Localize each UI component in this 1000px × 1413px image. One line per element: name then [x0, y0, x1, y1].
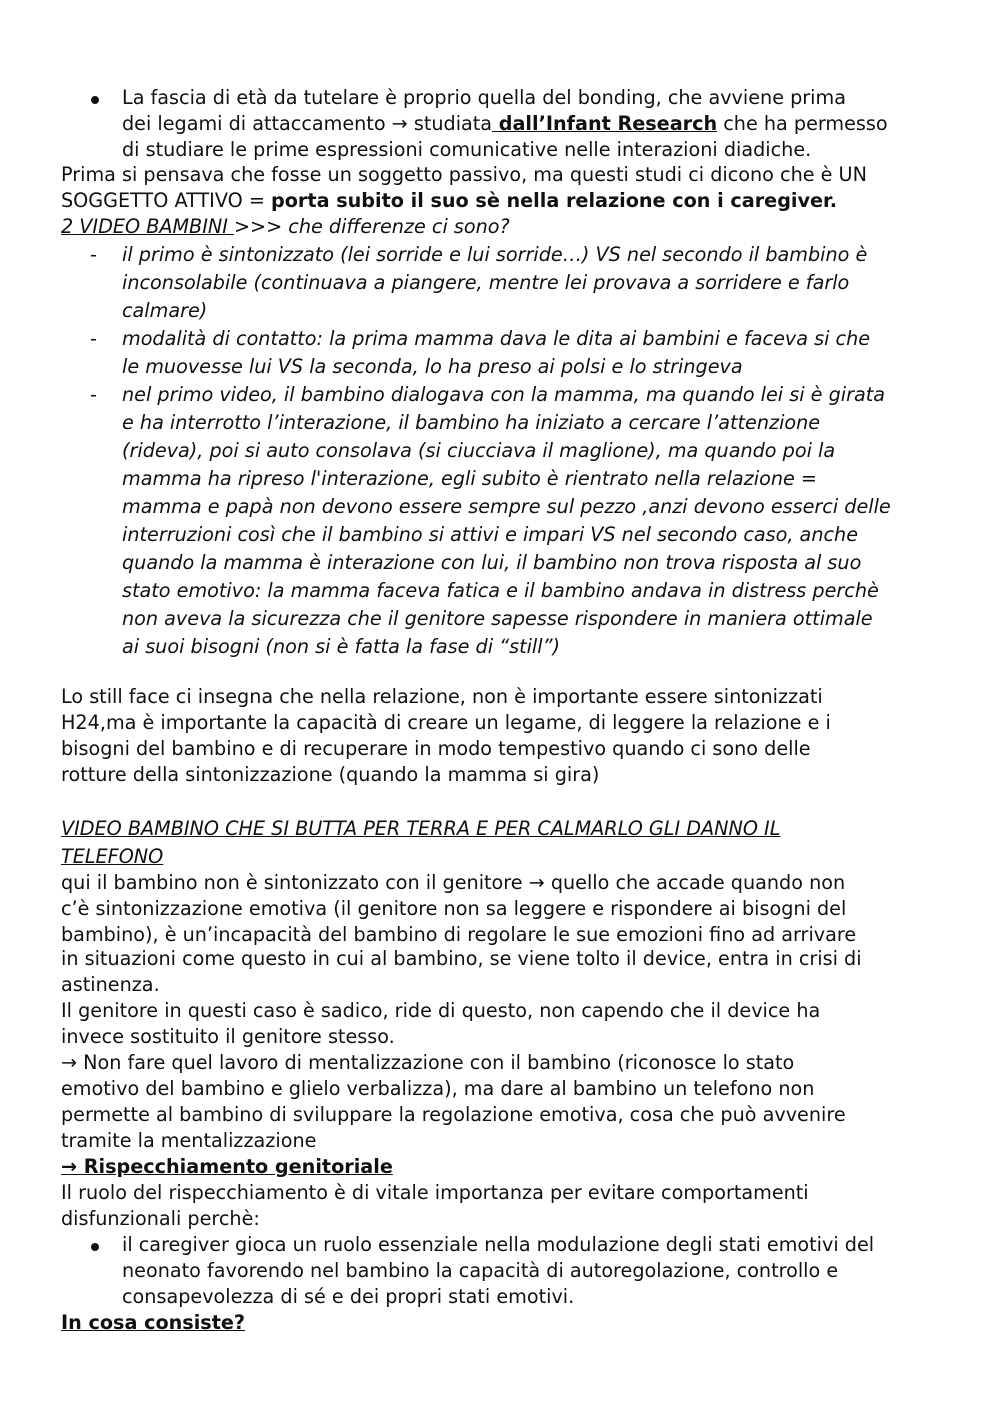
list-line: quando la mamma è interazione con lui, il bambino non trova risposta al suo	[122, 551, 862, 574]
mirroring-heading: → Rispecchiamento genitoriale	[61, 1155, 393, 1178]
text-line: Il ruolo del rispecchiamento è di vitale importanza per evitare comportamenti	[61, 1181, 809, 1204]
list-line: mamma ha ripreso l'interazione, egli subito è rientrato nella relazione =	[122, 467, 817, 490]
text-span: dei legami di attaccamento → studiata	[122, 112, 493, 135]
text-line: Lo still face ci insegna che nella relazione, non è importante essere sintonizzati	[61, 685, 823, 708]
text-line: Il genitore in questi caso è sadico, ride di questo, non capendo che il device ha	[61, 999, 821, 1022]
list-line: il primo è sintonizzato (lei sorride e lui sorride…) VS nel secondo il bambino è	[122, 243, 868, 266]
text-line: consapevolezza di sé e dei propri stati emotivi.	[122, 1285, 575, 1308]
text-line	[122, 111, 888, 137]
text-line: il caregiver gioca un ruolo essenziale nella modulazione degli stati emotivi del	[122, 1233, 875, 1256]
bullet-point	[88, 1236, 102, 1250]
list-line: modalità di contatto: la prima mamma dava le dita ai bambini e faceva si che	[122, 327, 871, 350]
dash-marker: -	[90, 243, 97, 266]
list-line: interruzioni così che il bambino si attivi e impari VS nel secondo caso, anche	[122, 523, 858, 546]
list-line: ai suoi bisogni (non si è fatta la fase di “still”)	[122, 635, 561, 658]
heading-rest: >>> che differenze ci sono?	[233, 215, 510, 238]
text-line: c’è sintonizzazione emotiva (il genitore non sa leggere e rispondere ai bisogni del	[61, 897, 847, 920]
text-line: qui il bambino non è sintonizzato con il genitore → quello che accade quando non	[61, 871, 846, 894]
section-heading: TELEFONO	[61, 845, 164, 868]
text-line	[61, 188, 837, 214]
text-span: SOGGETTO ATTIVO =	[61, 189, 272, 212]
text-line: di studiare le prime espressioni comunicative nelle interazioni diadiche.	[122, 138, 812, 161]
text-line: disfunzionali perchè:	[61, 1207, 260, 1230]
text-line: bisogni del bambino e di recuperare in modo tempestivo quando ci sono delle	[61, 737, 811, 760]
heading-underlined: 2 VIDEO BAMBINI	[61, 215, 234, 238]
text-line: invece sostituito il genitore stesso.	[61, 1025, 395, 1048]
question-heading: In cosa consiste?	[61, 1311, 246, 1334]
infant-research-link: dall’Infant Research	[492, 112, 718, 135]
text-line: rotture della sintonizzazione (quando la mamma si gira)	[61, 763, 600, 786]
text-line: → Non fare quel lavoro di mentalizzazione con il bambino (riconosce lo stato	[61, 1051, 795, 1074]
list-line: nel primo video, il bambino dialogava con la mamma, ma quando lei si è girata	[122, 383, 886, 406]
list-line: non aveva la sicurezza che il genitore sapesse rispondere in maniera ottimale	[122, 607, 873, 630]
list-line: (rideva), poi si auto consolava (si ciucciava il maglione), ma quando poi la	[122, 439, 836, 462]
text-line: La fascia di età da tutelare è proprio quella del bonding, che avviene prima	[122, 86, 846, 109]
list-line: inconsolabile (continuava a piangere, mentre lei provava a sorridere e farlo	[122, 271, 850, 294]
dash-marker: -	[90, 383, 97, 406]
text-line: permette al bambino di sviluppare la regolazione emotiva, cosa che può avvenire	[61, 1103, 846, 1126]
bullet-point	[88, 89, 102, 103]
text-line: neonato favorendo nel bambino la capacità di autoregolazione, controllo e	[122, 1259, 839, 1282]
list-line: e ha interrotto l’interazione, il bambino ha iniziato a cercare l’attenzione	[122, 411, 821, 434]
list-line: stato emotivo: la mamma faceva fatica e il bambino andava in distress perchè	[122, 579, 879, 602]
section-heading: VIDEO BAMBINO CHE SI BUTTA PER TERRA E PER CALMARLO GLI DANNO IL	[61, 817, 781, 840]
list-line: calmare)	[122, 299, 208, 322]
text-line: astinenza.	[61, 973, 160, 996]
text-line: emotivo del bambino e glielo verbalizza), ma dare al bambino un telefono non	[61, 1077, 815, 1100]
text-line: Prima si pensava che fosse un soggetto passivo, ma questi studi ci dicono che è UN	[61, 163, 867, 186]
text-line: H24,ma è importante la capacità di creare un legame, di leggere la relazione e i	[61, 711, 831, 734]
list-line: le muovesse lui VS la seconda, lo ha preso ai polsi e lo stringeva	[122, 355, 743, 378]
dash-marker: -	[90, 327, 97, 350]
text-line: bambino), è un’incapacità del bambino di regolare le sue emozioni fino ad arrivare	[61, 923, 857, 946]
list-line: mamma e papà non devono essere sempre sul pezzo ,anzi devono esserci delle	[122, 495, 891, 518]
bold-text: porta subito il suo sè nella relazione con i caregiver.	[271, 189, 838, 212]
text-line: tramite la mentalizzazione	[61, 1129, 317, 1152]
section-heading	[61, 214, 510, 240]
text-line: in situazioni come questo in cui al bambino, se viene tolto il device, entra in crisi di	[61, 947, 862, 970]
text-span: che ha permesso	[717, 112, 888, 135]
